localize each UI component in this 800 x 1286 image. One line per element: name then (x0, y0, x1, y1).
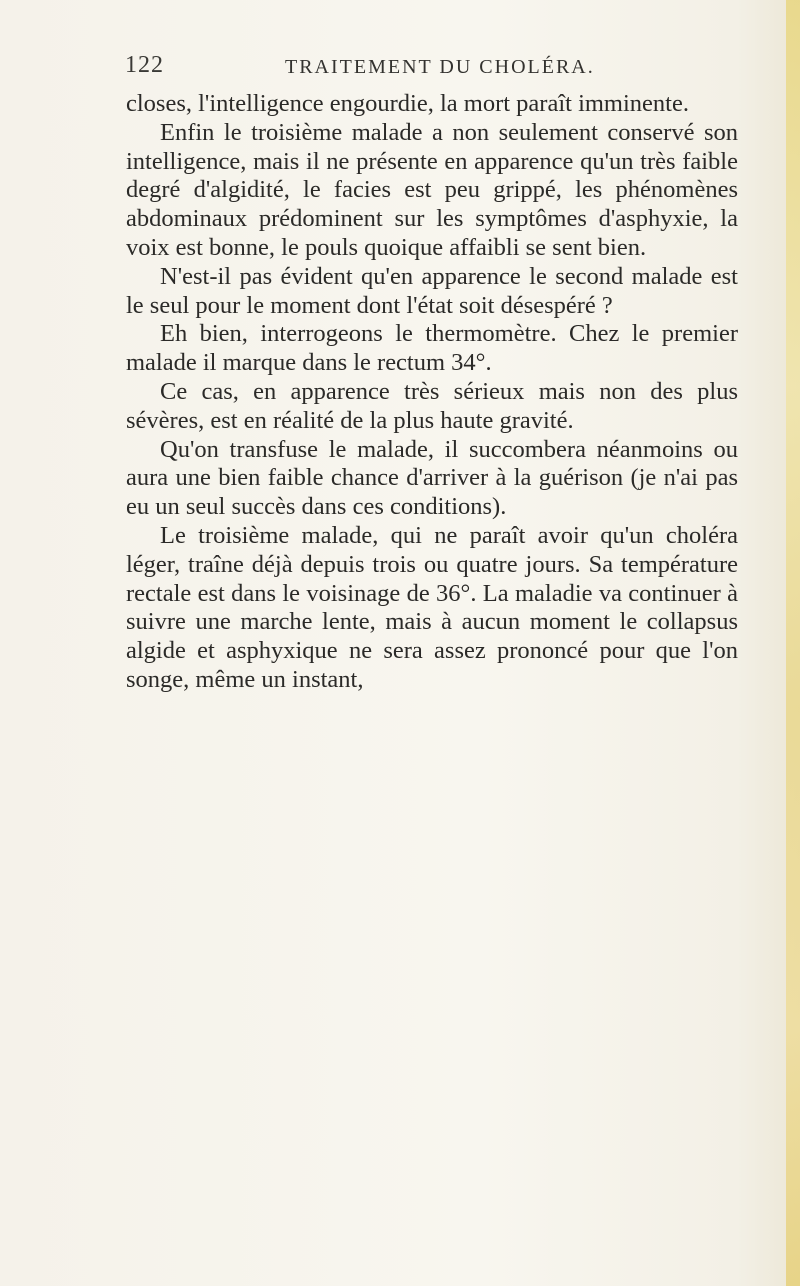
running-title: TRAITEMENT DU CHOLÉRA. (285, 56, 595, 78)
paragraph: N'est-il pas évident qu'en apparence le second malade est le seul pour le moment dont l'état soit désespéré ? (126, 262, 738, 319)
page-header (125, 52, 745, 92)
paragraph: Eh bien, interrogeons le thermomètre. Chez le premier malade il marque dans le rectum 34°. (126, 320, 738, 377)
page-number: 122 (125, 52, 164, 78)
paragraph: Ce cas, en apparence très sérieux mais non des plus sévères, est en réalité de la plus haute gravité. (126, 377, 738, 434)
paragraph: Qu'on transfuse le malade, il succombera néanmoins ou aura une bien faible chance d'arriver à la guérison (je n'ai pas eu un seul succès dans ces conditions). (126, 435, 738, 521)
body-text (126, 90, 738, 695)
paragraph: Enfin le troisième malade a non seulement conservé son intelligence, mais il ne présente en apparence qu'un très faible degré d'algidité, le facies est peu grippé, les phénomènes abdominaux prédominent sur les symptômes d'asphyxie, la voix est bonne, le pouls quoique affaibli se sent bien. (126, 118, 738, 261)
paragraph-continuation: closes, l'intelligence engourdie, la mort paraît imminente. (126, 90, 689, 117)
page-edge (786, 0, 800, 1286)
paragraph: Le troisième malade, qui ne paraît avoir qu'un choléra léger, traîne déjà depuis trois ou quatre jours. Sa température rectale est dans le voisinage de 36°. La maladie va continuer à suivre une marche lente, mais à aucun moment le collapsus algide et asphyxique ne sera assez prononcé pour que l'on songe, même un instant, (126, 521, 738, 693)
